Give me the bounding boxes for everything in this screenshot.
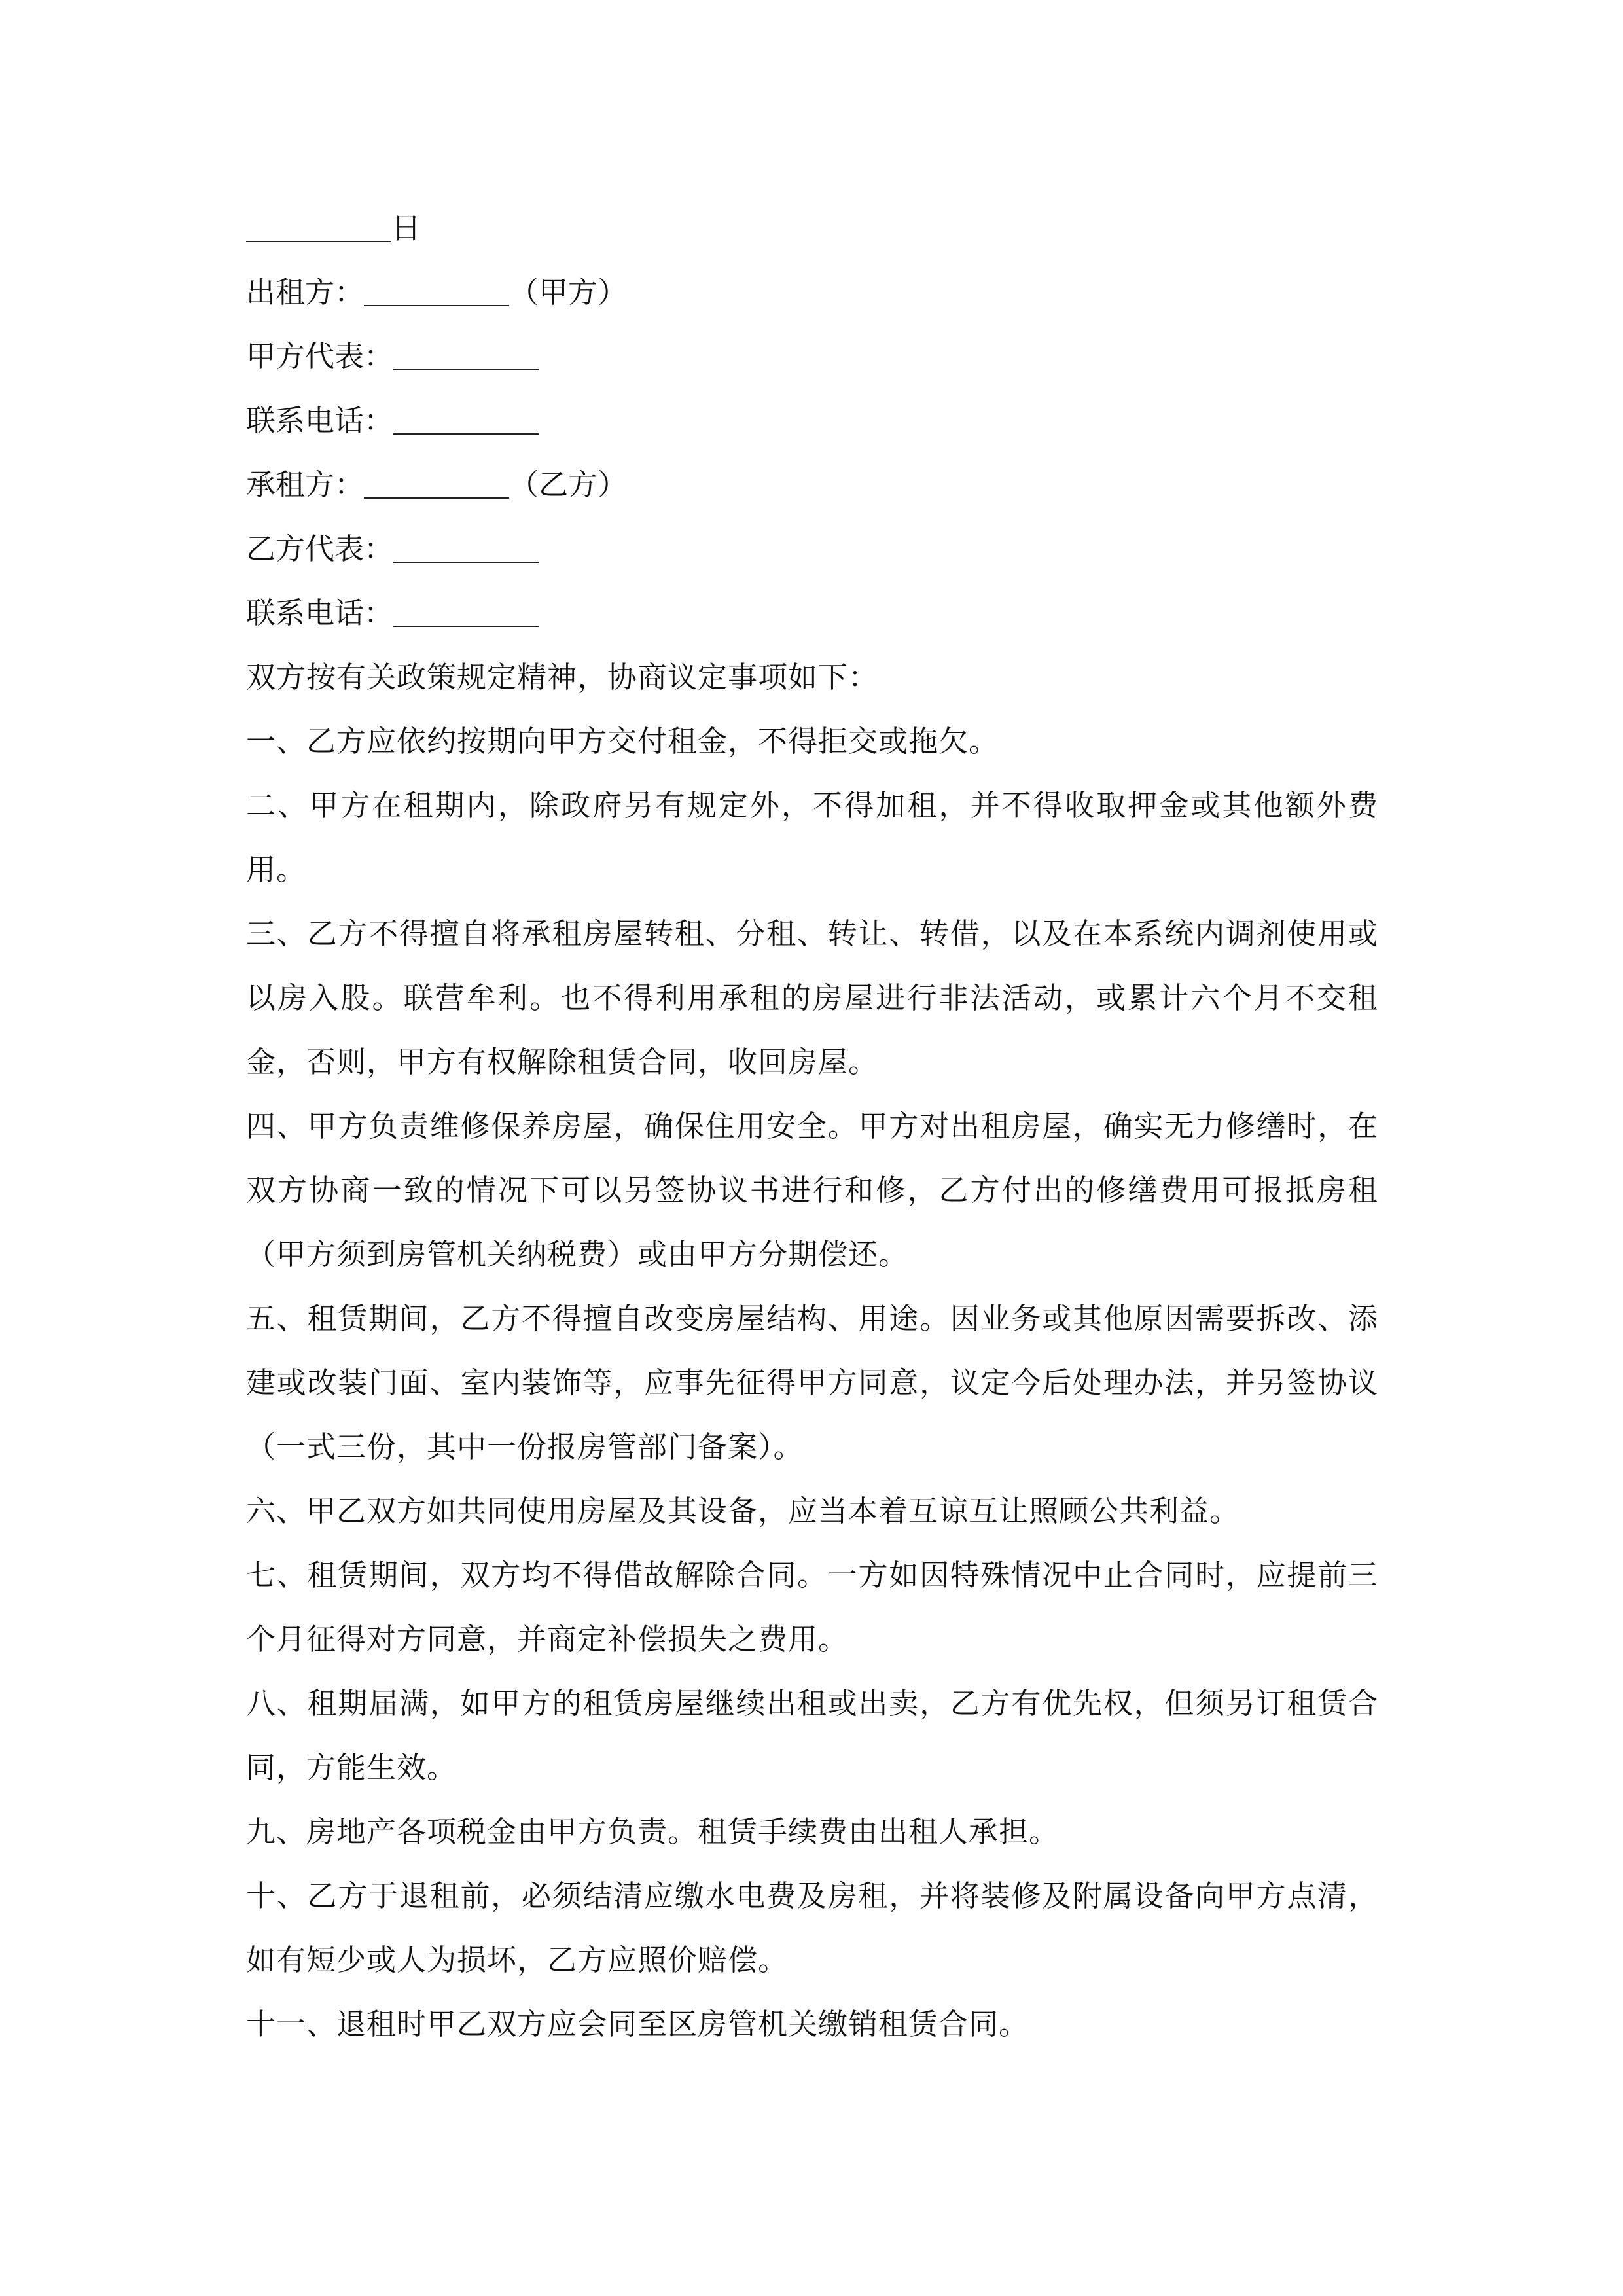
lessor-suffix: （甲方） (509, 275, 628, 310)
lessor-line (246, 260, 1378, 325)
contract-body (246, 196, 1378, 2056)
clause-9: 九、房地产各项税金由甲方负责。租赁手续费由出租人承担。 (246, 1814, 1060, 1849)
clause-3: 三、乙方不得擅自将承租房屋转租、分租、转让、转借，以及在本系统内调剂使用或以房入股。联营牟利。也不得利用承租的房屋进行非法活动，或累计六个月不交租金，否则，甲方有权解除租赁合同，收回房屋。 (246, 916, 1378, 1079)
party-b-rep-blank (393, 561, 539, 563)
phone-a-blank (393, 433, 539, 435)
lessee-label: 承租方： (246, 467, 365, 502)
phone-a-label: 联系电话： (246, 403, 394, 438)
date-line (246, 196, 1378, 260)
clause-2: 二、甲方在租期内，除政府另有规定外，不得加租，并不得收取押金或其他额外费用。 (246, 788, 1378, 887)
clause-11: 十一、退租时甲乙双方应会同至区房管机关缴销租赁合同。 (246, 2007, 1029, 2041)
phone-a-line (246, 389, 1378, 453)
date-suffix: 日 (391, 211, 421, 245)
phone-b-label: 联系电话： (246, 596, 394, 630)
lessee-line (246, 453, 1378, 517)
lessor-blank (364, 304, 509, 306)
clause-6: 六、甲乙双方如共同使用房屋及其设备，应当本着互谅互让照顾公共利益。 (246, 1494, 1240, 1528)
party-a-rep-blank (393, 368, 539, 370)
clause-5: 五、租赁期间，乙方不得擅自改变房屋结构、用途。因业务或其他原因需要拆改、添建或改装门面、室内装饰等，应事先征得甲方同意，议定今后处理办法，并另签协议（一式三份，其中一份报房管部门备案）。 (246, 1301, 1378, 1464)
party-b-rep-line (246, 517, 1378, 581)
phone-b-line (246, 581, 1378, 645)
party-b-rep-label: 乙方代表： (246, 531, 394, 566)
phone-b-blank (393, 625, 539, 627)
date-blank (246, 240, 391, 242)
clause-4: 四、甲方负责维修保养房屋，确保住用安全。甲方对出租房屋，确实无力修缮时，在双方协商一致的情况下可以另签协议书进行和修，乙方付出的修缮费用可报抵房租（甲方须到房管机关纳税费）或由甲方分期偿还。 (246, 1109, 1378, 1272)
lessor-label: 出租方： (246, 275, 365, 310)
clause-8: 八、租期届满，如甲方的租赁房屋继续出租或出卖，乙方有优先权，但须另订租赁合同，方能生效。 (246, 1686, 1378, 1785)
clause-10: 十、乙方于退租前，必须结清应缴水电费及房租，并将装修及附属设备向甲方点清，如有短少或人为损坏，乙方应照价赔偿。 (246, 1878, 1378, 1977)
clause-1: 一、乙方应依约按期向甲方交付租金，不得拒交或拖欠。 (246, 724, 999, 759)
party-a-rep-label: 甲方代表： (246, 339, 394, 374)
clause-7: 七、租赁期间，双方均不得借故解除合同。一方如因特殊情况中止合同时，应提前三个月征得对方同意，并商定补偿损失之费用。 (246, 1558, 1378, 1657)
lessee-suffix: （乙方） (509, 467, 628, 502)
lessee-blank (364, 497, 509, 499)
party-a-rep-line (246, 325, 1378, 389)
intro-paragraph: 双方按有关政策规定精神，协商议定事项如下： (246, 660, 879, 694)
